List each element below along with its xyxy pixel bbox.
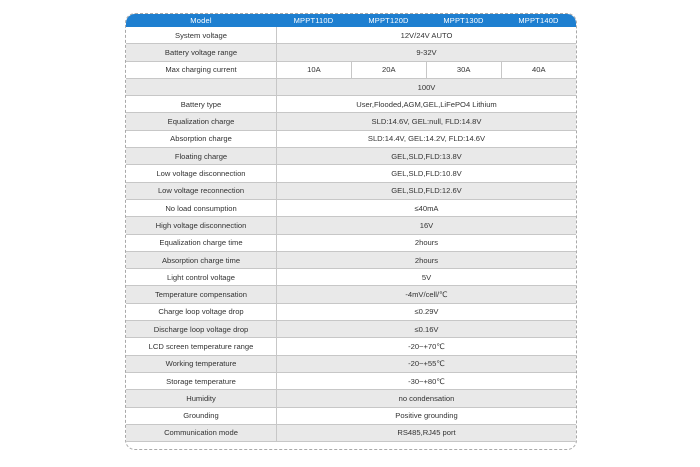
spec-value-cell: 10A (277, 61, 352, 78)
spec-label: Charge loop voltage drop (126, 303, 277, 320)
table-row (126, 199, 576, 216)
spec-label: Equalization charge (126, 113, 277, 130)
spec-label: Battery type (126, 96, 277, 113)
table-row (126, 182, 576, 199)
spec-label: Storage temperature (126, 372, 277, 389)
spec-value-cell: 40A (501, 61, 576, 78)
spec-value: ≤0.16V (277, 321, 577, 338)
spec-label: Temperature compensation (126, 286, 277, 303)
spec-label: System voltage (126, 27, 277, 44)
spec-value-cell: 30A (426, 61, 501, 78)
spec-table-card (125, 13, 577, 450)
spec-label: Low voltage disconnection (126, 165, 277, 182)
spec-value-cell: 20A (351, 61, 426, 78)
spec-value: Positive grounding (277, 407, 577, 424)
header-model-mppt140d: MPPT140D (518, 16, 559, 25)
spec-value: 2hours (277, 251, 577, 268)
table-row (126, 424, 576, 441)
table-row (126, 165, 576, 182)
header-model-mppt110d: MPPT110D (293, 16, 334, 25)
table-row (126, 234, 576, 251)
spec-label (126, 78, 277, 95)
table-row (126, 355, 576, 372)
spec-value: GEL,SLD,FLD:10.8V (277, 165, 577, 182)
table-row (126, 338, 576, 355)
table-row (126, 113, 576, 130)
spec-value: no condensation (277, 390, 577, 407)
spec-value: GEL,SLD,FLD:12.6V (277, 182, 577, 199)
table-row (126, 303, 576, 320)
table-row (126, 321, 576, 338)
table-row (126, 269, 576, 286)
spec-value: 2hours (277, 234, 577, 251)
header-model-mppt120d: MPPT120D (368, 16, 409, 25)
spec-value: ≤0.29V (277, 303, 577, 320)
table-row (126, 130, 576, 147)
spec-value: SLD:14.4V, GEL:14.2V, FLD:14.6V (277, 130, 577, 147)
spec-label: Low voltage reconnection (126, 182, 277, 199)
spec-value: -30~+80℃ (277, 372, 577, 389)
spec-value: GEL,SLD,FLD:13.8V (277, 148, 577, 165)
spec-label: Communication mode (126, 424, 277, 441)
table-row (126, 217, 576, 234)
spec-label: Working temperature (126, 355, 277, 372)
spec-label: Absorption charge time (126, 251, 277, 268)
table-row (126, 96, 576, 113)
spec-label: No load consumption (126, 199, 277, 216)
spec-value: User,Flooded,AGM,GEL,LiFePO4 Lithium (277, 96, 577, 113)
table-row (126, 44, 576, 61)
table-row (126, 148, 576, 165)
spec-value: 100V (277, 78, 577, 95)
spec-label: Equalization charge time (126, 234, 277, 251)
spec-value: -20~+55℃ (277, 355, 577, 372)
table-row (126, 61, 576, 78)
spec-value: -4mV/cell/℃ (277, 286, 577, 303)
spec-value: -20~+70℃ (277, 338, 577, 355)
table-row (126, 390, 576, 407)
spec-label: High voltage disconnection (126, 217, 277, 234)
table-header (126, 14, 576, 27)
spec-label: Max charging current (126, 61, 277, 78)
table-row (126, 407, 576, 424)
header-model-mppt130d: MPPT130D (443, 16, 484, 25)
table-row (126, 286, 576, 303)
table-row (126, 27, 576, 44)
spec-table (126, 27, 576, 442)
spec-value: ≤40mA (277, 199, 577, 216)
spec-label: Humidity (126, 390, 277, 407)
spec-label: Light control voltage (126, 269, 277, 286)
spec-label: Battery voltage range (126, 44, 277, 61)
table-row (126, 78, 576, 95)
spec-value: RS485,RJ45 port (277, 424, 577, 441)
spec-value: 16V (277, 217, 577, 234)
spec-value: 9-32V (277, 44, 577, 61)
spec-label: Grounding (126, 407, 277, 424)
header-model-label: Model (190, 16, 212, 25)
table-row (126, 372, 576, 389)
table-row (126, 251, 576, 268)
spec-value: 12V/24V AUTO (277, 27, 577, 44)
spec-label: Absorption charge (126, 130, 277, 147)
spec-label: Discharge loop voltage drop (126, 321, 277, 338)
spec-label: LCD screen temperature range (126, 338, 277, 355)
spec-label: Floating charge (126, 148, 277, 165)
spec-value: SLD:14.6V, GEL:null, FLD:14.8V (277, 113, 577, 130)
spec-value: 5V (277, 269, 577, 286)
